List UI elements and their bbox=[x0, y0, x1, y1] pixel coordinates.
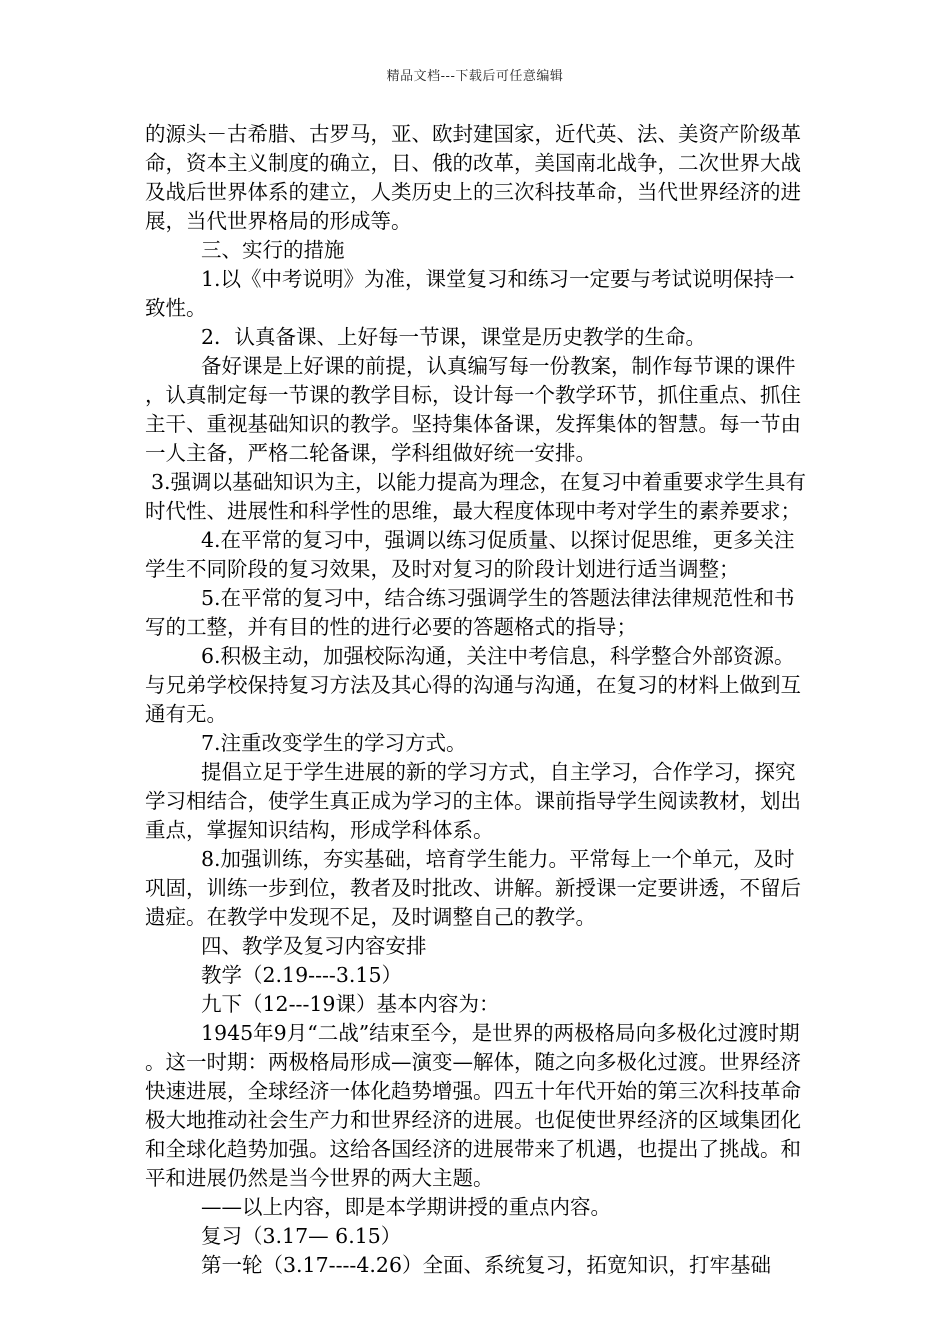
paragraph-teaching-period: 教学（2.19----3.15） bbox=[201, 963, 402, 987]
paragraph-review-period: 复习（3.17— 6.15） bbox=[201, 1224, 402, 1248]
paragraph-measure-3: 3.强调以基础知识为主，以能力提高为理念，在复习中着重要求学生具有时代性、进展性和科学性的思维，最大程度体现中考对学生的素养要求； bbox=[145, 470, 807, 523]
paragraph-lesson-prep: 备好课是上好课的前提，认真编写每一份教案，制作每节课的课件，认真制定每一节课的教学目标，设计每一个教学环节，抓住重点、抓住主干、重视基础知识的教学。坚持集体备课，发挥集体的智慧。每一节由一人主备，严格二轮备课，学科组做好统一安排。 bbox=[145, 354, 801, 465]
paragraph-measure-1: 1.以《中考说明》为准，课堂复习和练习一定要与考试说明保持一致性。 bbox=[145, 267, 795, 320]
paragraph-first-round: 第一轮（3.17----4.26）全面、系统复习，拓宽知识，打牢基础 bbox=[201, 1253, 771, 1277]
paragraph-measure-2: 2．认真备课、上好每一节课，课堂是历史教学的生命。 bbox=[201, 325, 707, 349]
paragraph-learning-methods: 提倡立足于学生进展的新的学习方式，自主学习，合作学习，探究学习相结合，使学生真正成为学习的主体。课前指导学生阅读教材，划出重点，掌握知识结构，形成学科体系。 bbox=[145, 760, 801, 842]
section-heading-measures: 三、实行的措施 bbox=[201, 238, 345, 262]
document-body bbox=[145, 120, 813, 1280]
paragraph-key-content-note: ——以上内容，即是本学期讲授的重点内容。 bbox=[201, 1195, 611, 1219]
paragraph-measure-5: 5.在平常的复习中，结合练习强调学生的答题法律法律规范性和书写的工整，并有目的性的进行必要的答题格式的指导； bbox=[145, 586, 795, 639]
paragraph-measure-8: 8.加强训练，夯实基础，培育学生能力。平常每上一个单元，及时巩固，训练一步到位，教者及时批改、讲解。新授课一定要讲透，不留后遗症。在教学中发现不足，及时调整自己的教学。 bbox=[145, 847, 801, 929]
paragraph-grade9-content: 九下（12---19课）基本内容为： bbox=[201, 992, 500, 1016]
section-heading-schedule: 四、教学及复习内容安排 bbox=[201, 934, 427, 958]
paragraph-measure-4: 4.在平常的复习中，强调以练习促质量、以探讨促思维，更多关注学生不同阶段的复习效果，及时对复习的阶段计划进行适当调整； bbox=[145, 528, 795, 581]
paragraph-measure-7: 7.注重改变学生的学习方式。 bbox=[201, 731, 467, 755]
paragraph-postwar-summary: 1945年9月“二战”结束至今，是世界的两极格局向多极化过渡时期。这一时期：两极格局形成—演变—解体，随之向多极化过渡。世界经济快速进展，全球经济一体化趋势增强。四五十年代开始的第三次科技革命极大地推动社会生产力和世界经济的进展。也促使世界经济的区域集团化和全球化趋势加强。这给各国经济的进展带来了机遇，也提出了挑战。和平和进展仍然是当今世界的两大主题。 bbox=[145, 1021, 801, 1190]
paragraph-measure-6: 6.积极主动，加强校际沟通，关注中考信息，科学整合外部资源。与兄弟学校保持复习方法及其心得的沟通与沟通，在复习的材料上做到互通有无。 bbox=[145, 644, 801, 726]
page-header: 精品文档---下载后可任意编辑 bbox=[386, 69, 564, 84]
paragraph-history-sources: 的源头－古希腊、古罗马，亚、欧封建国家，近代英、法、美资产阶级革命，资本主义制度的确立，日、俄的改革，美国南北战争，二次世界大战及战后世界体系的建立，人类历史上的三次科技革命，当代世界经济的进展，当代世界格局的形成等。 bbox=[145, 122, 801, 233]
